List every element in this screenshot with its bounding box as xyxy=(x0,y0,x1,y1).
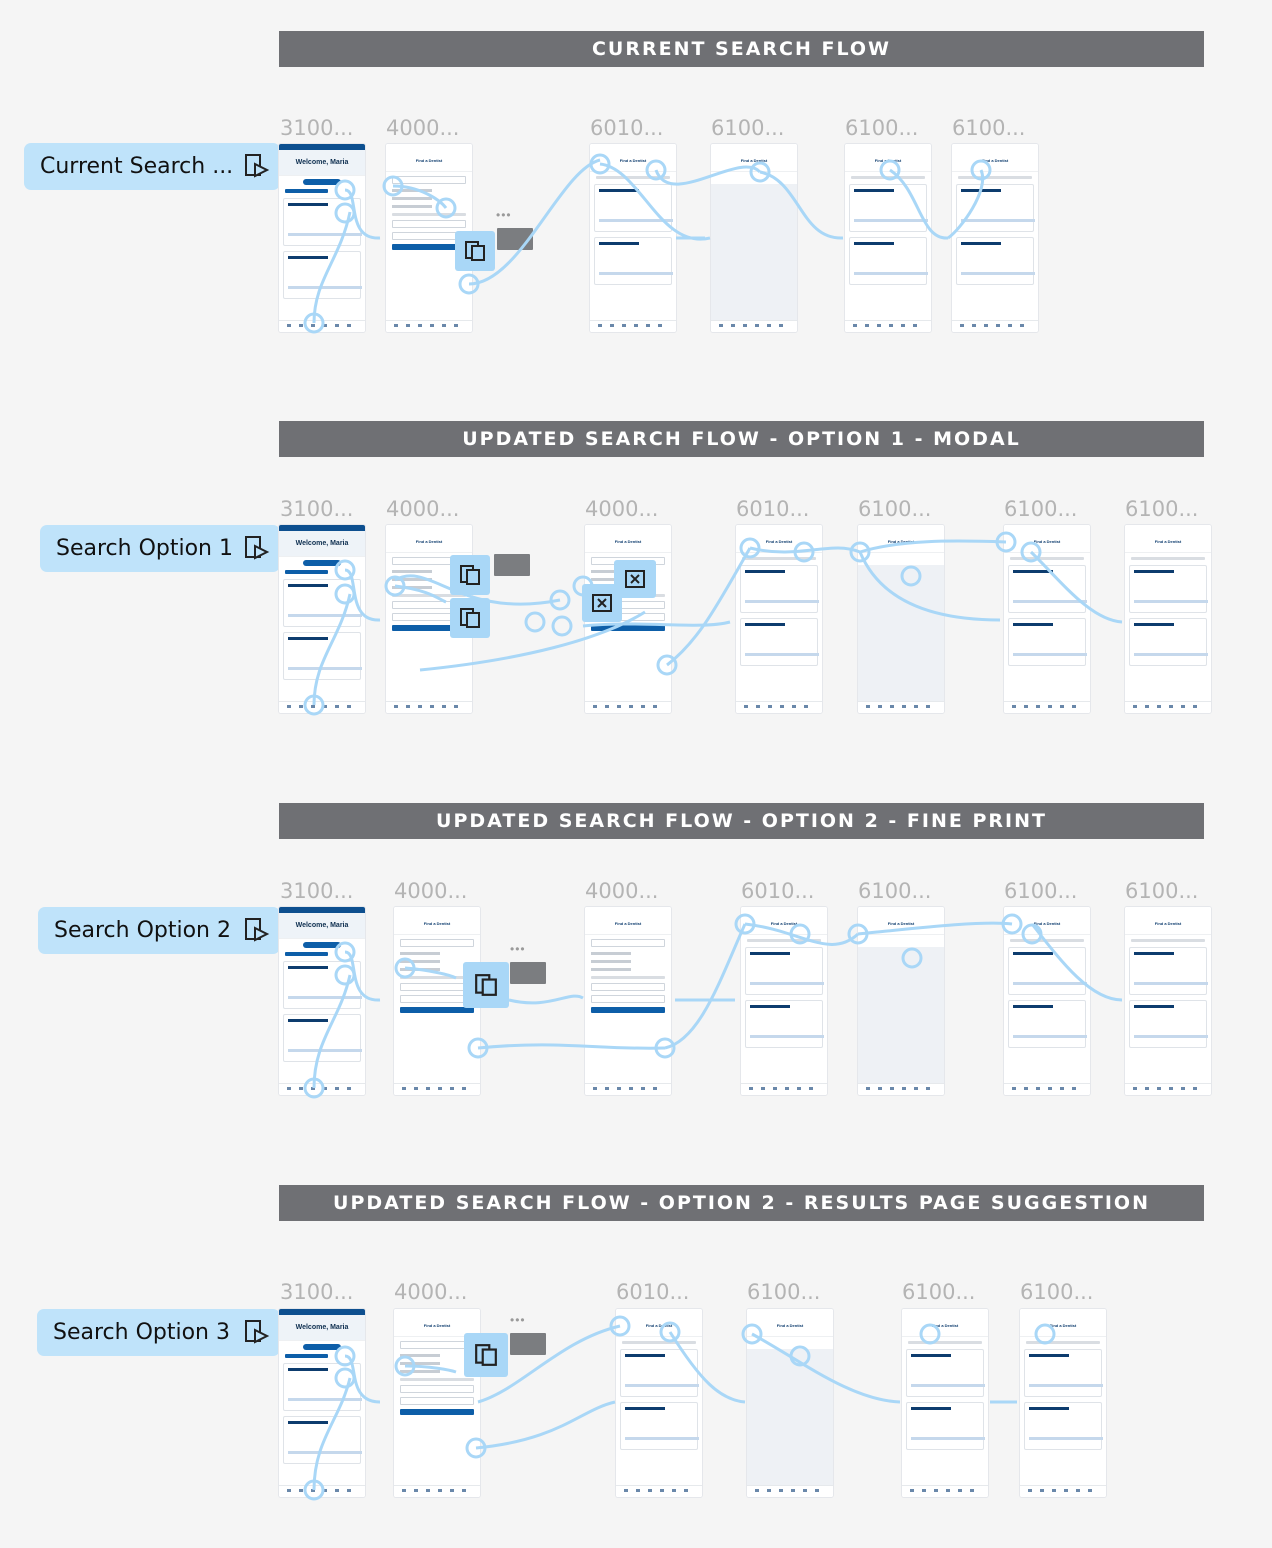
tab-bar[interactable] xyxy=(902,1485,988,1497)
tab-bar[interactable] xyxy=(279,320,365,332)
frame-label: 6100... xyxy=(1125,497,1199,521)
screen-search-form[interactable] xyxy=(585,907,671,1095)
find-dentist-title: Find a Dentist xyxy=(1020,1315,1106,1337)
play-icon xyxy=(244,535,270,561)
frame-label: 6010... xyxy=(741,879,815,903)
screen-results[interactable] xyxy=(952,144,1038,332)
find-dentist-title: Find a Dentist xyxy=(952,150,1038,172)
welcome-title: Welcome, Maria xyxy=(279,913,365,939)
screen-results[interactable] xyxy=(1004,525,1090,713)
section-header-option-3: UPDATED SEARCH FLOW - OPTION 2 - RESULTS PAGE SUGGESTION xyxy=(279,1185,1204,1221)
flow-start-label: Search Option 1 xyxy=(56,536,233,561)
find-dentist-title: Find a Dentist xyxy=(616,1315,702,1337)
sticky-note xyxy=(494,554,530,576)
tab-bar[interactable] xyxy=(711,320,797,332)
tab-bar[interactable] xyxy=(386,701,472,713)
find-dentist-title: Find a Dentist xyxy=(1004,531,1090,553)
component-icon[interactable] xyxy=(450,555,490,595)
find-dentist-title: Find a Dentist xyxy=(386,531,472,553)
frame-label: 6100... xyxy=(1004,497,1078,521)
tab-bar[interactable] xyxy=(741,1083,827,1095)
screen-home[interactable] xyxy=(279,525,365,713)
tab-bar[interactable] xyxy=(736,701,822,713)
play-icon xyxy=(244,1319,270,1345)
screen-results[interactable] xyxy=(1004,907,1090,1095)
frame-label: 6100... xyxy=(747,1280,821,1304)
screen-no-results[interactable] xyxy=(858,525,944,713)
frame-label: 6100... xyxy=(845,116,919,140)
tab-bar[interactable] xyxy=(394,1083,480,1095)
welcome-title: Welcome, Maria xyxy=(279,531,365,557)
sticky-note xyxy=(497,228,533,250)
tab-bar[interactable] xyxy=(279,1485,365,1497)
tab-bar[interactable] xyxy=(386,320,472,332)
tab-bar[interactable] xyxy=(1020,1485,1106,1497)
find-dentist-title: Find a Dentist xyxy=(736,531,822,553)
frame-label: 4000... xyxy=(585,879,659,903)
screen-results[interactable] xyxy=(736,525,822,713)
tab-bar[interactable] xyxy=(616,1485,702,1497)
screen-home[interactable] xyxy=(279,907,365,1095)
find-dentist-title: Find a Dentist xyxy=(585,913,671,935)
sticky-note xyxy=(510,962,546,984)
find-dentist-title: Find a Dentist xyxy=(858,913,944,935)
screen-no-results[interactable] xyxy=(711,144,797,332)
screen-results[interactable] xyxy=(741,907,827,1095)
frame-label: 3100... xyxy=(280,116,354,140)
more-icon: ••• xyxy=(510,942,526,956)
frame-label: 4000... xyxy=(386,116,460,140)
frame-label: 4000... xyxy=(394,1280,468,1304)
tab-bar[interactable] xyxy=(952,320,1038,332)
more-icon: ••• xyxy=(510,1313,526,1327)
tab-bar[interactable] xyxy=(279,701,365,713)
frame-label: 4000... xyxy=(394,879,468,903)
screen-results[interactable] xyxy=(616,1309,702,1497)
close-box-icon[interactable] xyxy=(582,584,622,622)
flow-start-label: Current Search ... xyxy=(40,154,234,179)
frame-label: 6100... xyxy=(952,116,1026,140)
frame-label: 3100... xyxy=(280,879,354,903)
flow-start-label: Search Option 3 xyxy=(53,1320,230,1345)
play-icon xyxy=(244,153,270,179)
screen-results[interactable] xyxy=(590,144,676,332)
play-icon xyxy=(244,917,270,943)
find-dentist-title: Find a Dentist xyxy=(386,150,472,172)
frame-label: 4000... xyxy=(386,497,460,521)
tab-bar[interactable] xyxy=(590,320,676,332)
find-dentist-title: Find a Dentist xyxy=(747,1315,833,1337)
more-icon: ••• xyxy=(496,208,512,222)
welcome-title: Welcome, Maria xyxy=(279,150,365,176)
tab-bar[interactable] xyxy=(858,1083,944,1095)
frame-label: 6100... xyxy=(1020,1280,1094,1304)
section-header-current: CURRENT SEARCH FLOW xyxy=(279,31,1204,67)
tab-bar[interactable] xyxy=(747,1485,833,1497)
find-dentist-title: Find a Dentist xyxy=(741,913,827,935)
find-dentist-title: Find a Dentist xyxy=(845,150,931,172)
screen-results[interactable] xyxy=(1125,907,1211,1095)
frame-label: 6100... xyxy=(711,116,785,140)
tab-bar[interactable] xyxy=(394,1485,480,1497)
tab-bar[interactable] xyxy=(585,1083,671,1095)
tab-bar[interactable] xyxy=(1004,1083,1090,1095)
flow-start-option-3[interactable] xyxy=(37,1309,280,1356)
frame-label: 6100... xyxy=(858,879,932,903)
find-dentist-title: Find a Dentist xyxy=(1004,913,1090,935)
frame-label: 3100... xyxy=(280,1280,354,1304)
find-dentist-title: Find a Dentist xyxy=(902,1315,988,1337)
screen-no-results[interactable] xyxy=(858,907,944,1095)
find-dentist-title: Find a Dentist xyxy=(394,1315,480,1337)
frame-label: 4000... xyxy=(585,497,659,521)
frame-label: 6100... xyxy=(902,1280,976,1304)
find-dentist-title: Find a Dentist xyxy=(858,531,944,553)
section-header-option-2: UPDATED SEARCH FLOW - OPTION 2 - FINE PRINT xyxy=(279,803,1204,839)
screen-results[interactable] xyxy=(845,144,931,332)
component-icon[interactable] xyxy=(464,1333,508,1377)
component-icon[interactable] xyxy=(455,231,495,271)
find-dentist-title: Find a Dentist xyxy=(585,531,671,553)
tab-bar[interactable] xyxy=(585,701,671,713)
frame-label: 6100... xyxy=(858,497,932,521)
screen-results[interactable] xyxy=(902,1309,988,1497)
frame-label: 6100... xyxy=(1004,879,1078,903)
flow-start-option-1[interactable] xyxy=(40,525,280,572)
tab-bar[interactable] xyxy=(279,1083,365,1095)
screen-home[interactable] xyxy=(279,1309,365,1497)
find-dentist-title: Find a Dentist xyxy=(711,150,797,172)
sticky-note xyxy=(510,1333,546,1355)
component-icon[interactable] xyxy=(463,962,509,1008)
frame-label: 6010... xyxy=(590,116,664,140)
tab-bar[interactable] xyxy=(845,320,931,332)
screen-home[interactable] xyxy=(279,144,365,332)
flow-start-option-2[interactable] xyxy=(38,907,280,954)
frame-label: 6100... xyxy=(1125,879,1199,903)
tab-bar[interactable] xyxy=(1125,1083,1211,1095)
flow-start-current[interactable] xyxy=(24,143,280,190)
find-dentist-title: Find a Dentist xyxy=(394,913,480,935)
section-header-option-1: UPDATED SEARCH FLOW - OPTION 1 - MODAL xyxy=(279,421,1204,457)
component-icon[interactable] xyxy=(450,598,490,638)
flow-start-label: Search Option 2 xyxy=(54,918,231,943)
screen-results[interactable] xyxy=(1020,1309,1106,1497)
screen-results[interactable] xyxy=(1125,525,1211,713)
tab-bar[interactable] xyxy=(1125,701,1211,713)
tab-bar[interactable] xyxy=(1004,701,1090,713)
find-dentist-title: Find a Dentist xyxy=(590,150,676,172)
screen-no-results[interactable] xyxy=(747,1309,833,1497)
frame-label: 6010... xyxy=(616,1280,690,1304)
frame-label: 6010... xyxy=(736,497,810,521)
tab-bar[interactable] xyxy=(858,701,944,713)
find-dentist-title: Find a Dentist xyxy=(1125,913,1211,935)
frame-label: 3100... xyxy=(280,497,354,521)
welcome-title: Welcome, Maria xyxy=(279,1315,365,1341)
find-dentist-title: Find a Dentist xyxy=(1125,531,1211,553)
